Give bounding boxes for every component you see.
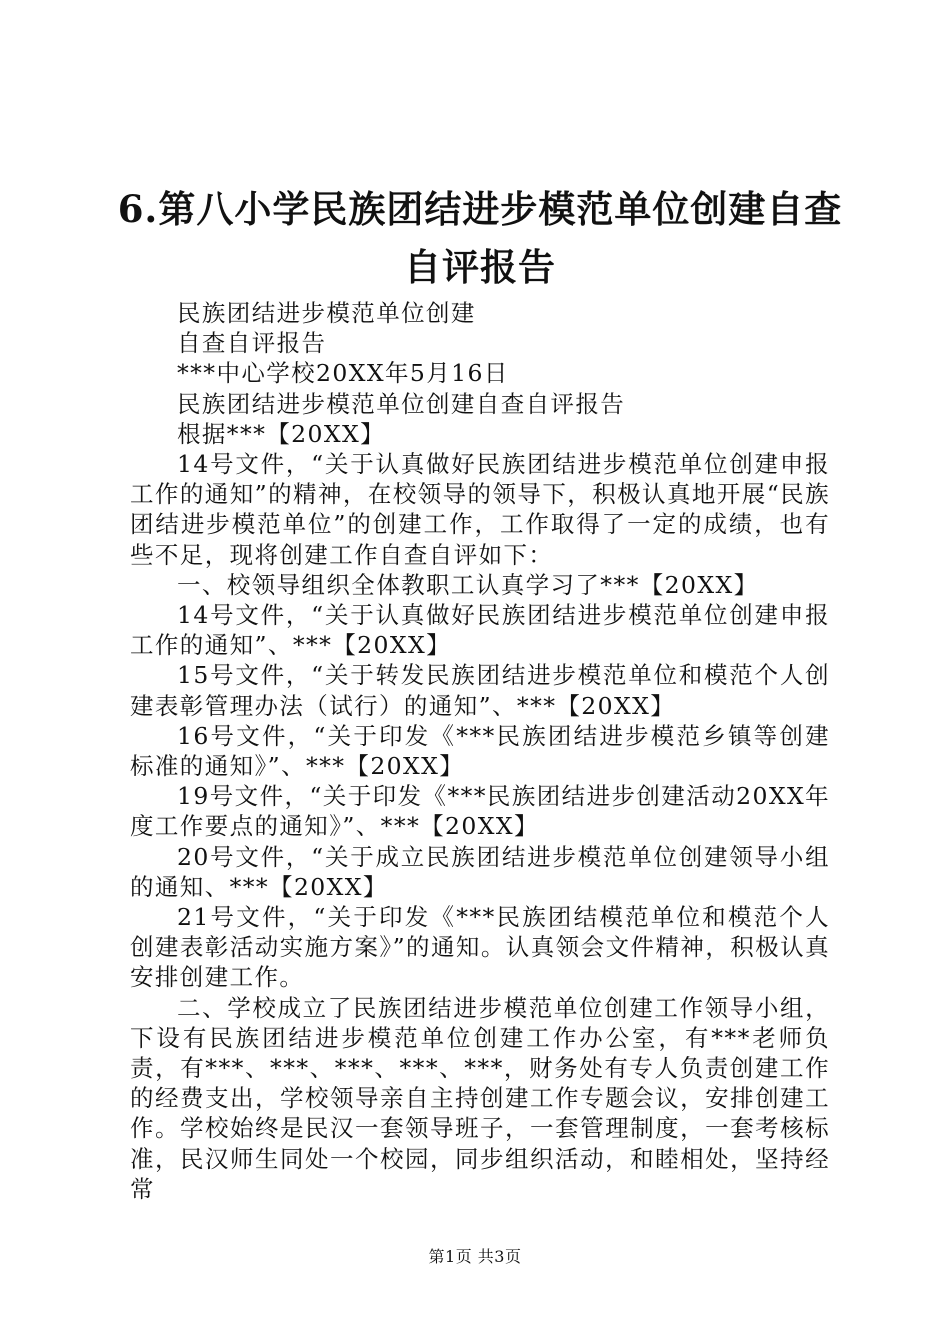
paragraph: 民族团结进步模范单位创建 [177, 299, 476, 327]
paragraph: 20号文件，“关于成立民族团结进步模范单位创建领导小组的通知、***【20XX】 [130, 842, 830, 901]
paragraph: 二、学校成立了民族团结进步模范单位创建工作领导小组，下设有民族团结进步模范单位创建工作办公室，有***老师负责，有***、***、***、***、***，财务处有专人负责创建工作的经费支出，学校领导亲自主持创建工作专题会议，安排创建工作。学校始终是民汉一套领导班子，一套管理制度，一套考核标准，民汉师生同处一个校园，同步组织活动，和睦相处，坚持经常 [130, 993, 830, 1203]
paragraph: 民族团结进步模范单位创建自查自评报告 [177, 389, 626, 418]
paragraph: 16号文件，“关于印发《***民族团结进步模范乡镇等创建标准的通知》”、***【20XX】 [130, 721, 830, 781]
document-title: 6.第八小学民族团结进步模范单位创建自查自评报告 [117, 187, 843, 289]
paragraph: ***中心学校20XX年5月16日 [177, 359, 509, 388]
page-number-footer: 第1页 共3页 [428, 1247, 522, 1266]
paragraph: 19号文件，“关于印发《***民族团结进步创建活动20XX年度工作要点的通知》”、***【20XX】 [130, 782, 830, 841]
paragraph: 一、校领导组织全体教职工认真学习了***【20XX】 [177, 570, 759, 599]
document-body [130, 298, 830, 1204]
paragraph: 14号文件，“关于认真做好民族团结进步模范单位创建申报工作的通知”的精神，在校领导的领导下，积极认真地开展“民族团结进步模范单位”的创建工作，工作取得了一定的成绩，也有些不足，现将创建工作自查自评如下： [130, 450, 830, 569]
paragraph: 15号文件，“关于转发民族团结进步模范单位和模范个人创建表彰管理办法（试行）的通知”、***【20XX】 [130, 661, 830, 720]
paragraph: 21号文件，“关于印发《***民族团结模范单位和模范个人创建表彰活动实施方案》”的通知。认真领会文件精神，积极认真安排创建工作。 [130, 903, 830, 992]
paragraph: 根据***【20XX】 [177, 419, 386, 448]
paragraph: 自查自评报告 [177, 329, 327, 358]
paragraph: 14号文件，“关于认真做好民族团结进步模范单位创建申报工作的通知”、***【20XX】 [130, 601, 830, 660]
